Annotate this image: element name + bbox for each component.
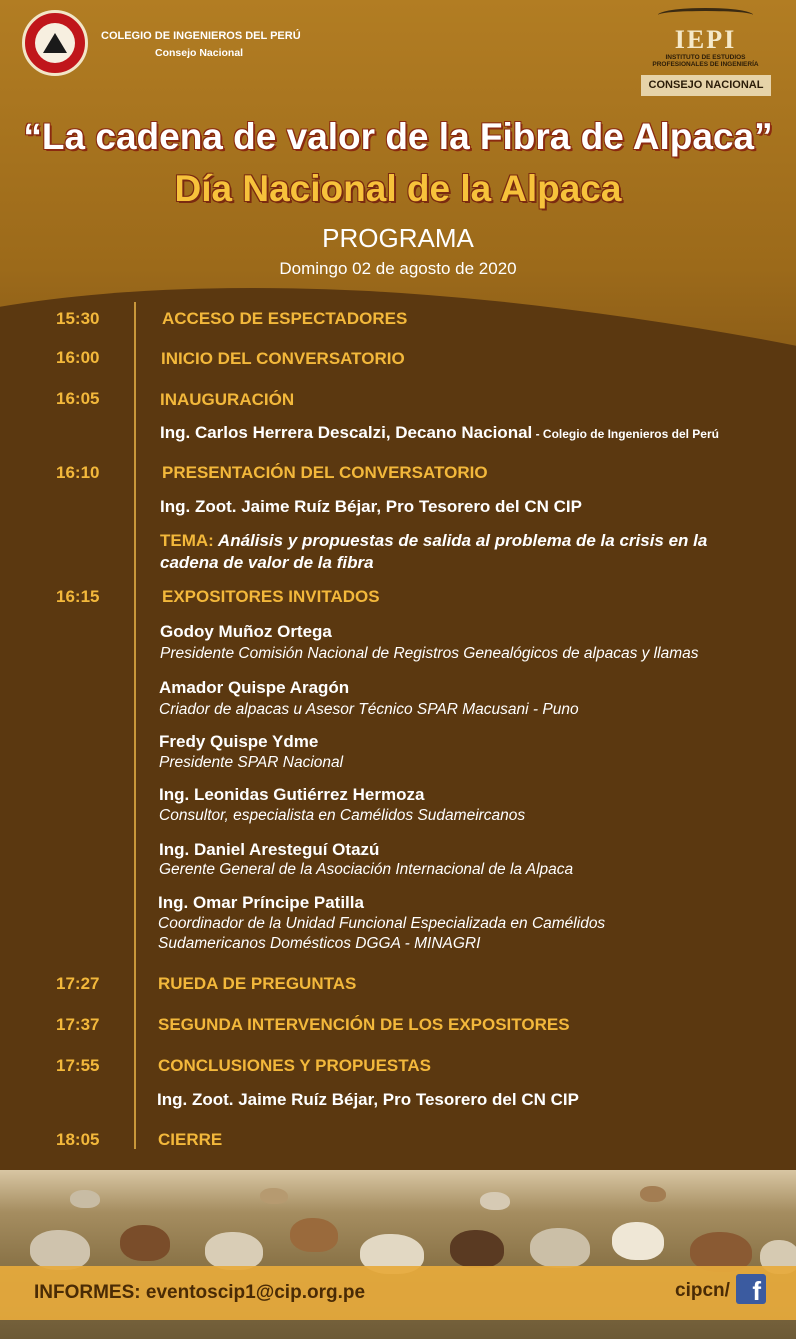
iepi-subtitle-2: PROFESIONALES DE INGENIERÍA <box>652 61 759 68</box>
speaker-institution: - Colegio de Ingenieros del Perú <box>532 427 719 441</box>
speaker-role: Consultor, especialista en Camélidos Sudameircanos <box>159 807 526 824</box>
cip-logo <box>22 10 88 76</box>
program-heading: PROGRAMA <box>322 223 474 253</box>
time-1755: 17:55 <box>56 1056 100 1075</box>
item-inauguracion: INAUGURACIÓN <box>160 390 295 409</box>
speaker-name: Ing. Daniel Aresteguí Otazú <box>159 840 380 859</box>
time-1610: 16:10 <box>56 463 100 482</box>
item-segunda: SEGUNDA INTERVENCIÓN DE LOS EXPOSITORES <box>158 1015 570 1034</box>
speaker-role: Presidente SPAR Nacional <box>159 754 344 771</box>
item-preguntas: RUEDA DE PREGUNTAS <box>158 974 357 993</box>
presenter-name: Ing. Zoot. Jaime Ruíz Béjar, Pro Tesorero del CN CIP <box>160 497 582 516</box>
speaker-role: Presidente Comisión Nacional de Registros Genealógicos de alpacas y llamas <box>160 645 699 662</box>
speaker-role: Gerente General de la Asociación Internacional de la Alpaca <box>159 861 574 878</box>
time-1600: 16:00 <box>56 348 100 367</box>
social-handle[interactable]: cipcn/ <box>675 1280 730 1301</box>
iepi-logo <box>640 8 771 91</box>
speaker-name: Ing. Carlos Herrera Descalzi, Decano Nacional <box>160 423 533 442</box>
speaker-role: Criador de alpacas u Asesor Técnico SPAR Macusani - Puno <box>159 701 579 718</box>
event-date: Domingo 02 de agosto de 2020 <box>279 259 517 278</box>
time-1737: 17:37 <box>56 1015 100 1034</box>
closing-speaker: Ing. Zoot. Jaime Ruíz Béjar, Pro Tesorero del CN CIP <box>157 1090 579 1109</box>
time-1727: 17:27 <box>56 974 100 993</box>
time-1805: 18:05 <box>56 1130 100 1149</box>
topic <box>160 530 760 574</box>
item-conclusiones: CONCLUSIONES Y PROPUESTAS <box>158 1056 431 1075</box>
speaker-name: Godoy Muñoz Ortega <box>160 622 332 641</box>
item-cierre: CIERRE <box>158 1130 223 1149</box>
org-name: COLEGIO DE INGENIEROS DEL PERÚ <box>101 30 301 42</box>
item-presentacion: PRESENTACIÓN DEL CONVERSATORIO <box>162 463 488 482</box>
time-1615: 16:15 <box>56 587 100 606</box>
topic-label: TEMA: <box>160 531 214 550</box>
speaker-name: Fredy Quispe Ydme <box>159 732 319 751</box>
event-subtitle: Día Nacional de la Alpaca <box>174 168 622 209</box>
iepi-tag: CONSEJO NACIONAL <box>641 75 771 96</box>
iepi-logo-text: IEPI <box>674 25 737 54</box>
org-subtitle: Consejo Nacional <box>155 47 244 59</box>
facebook-icon[interactable]: f <box>736 1274 766 1304</box>
speaker-name: Ing. Leonidas Gutiérrez Hermoza <box>159 785 425 804</box>
iepi-subtitle-1: INSTITUTO DE ESTUDIOS <box>665 54 746 61</box>
item-expositores: EXPOSITORES INVITADOS <box>162 587 380 606</box>
time-1530: 15:30 <box>56 309 100 328</box>
speaker-role-cont: Sudamericanos Domésticos DGGA - MINAGRI <box>158 935 481 952</box>
speaker-role: Coordinador de la Unidad Funcional Especializada en Camélidos <box>158 915 606 932</box>
item-inicio: INICIO DEL CONVERSATORIO <box>161 349 405 368</box>
event-title: “La cadena de valor de la Fibra de Alpaca” <box>23 116 773 157</box>
speaker-name: Amador Quispe Aragón <box>159 678 350 697</box>
timeline-divider <box>134 302 136 1149</box>
time-1605: 16:05 <box>56 389 100 408</box>
contact-email[interactable]: INFORMES: eventoscip1@cip.org.pe <box>34 1282 366 1303</box>
speaker-name: Ing. Omar Príncipe Patilla <box>158 893 364 912</box>
inauguration-speaker <box>160 423 719 443</box>
topic-text: Análisis y propuestas de salida al problema de la crisis en la cadena de valor de la fibra <box>160 531 708 572</box>
item-acceso: ACCESO DE ESPECTADORES <box>162 309 408 328</box>
